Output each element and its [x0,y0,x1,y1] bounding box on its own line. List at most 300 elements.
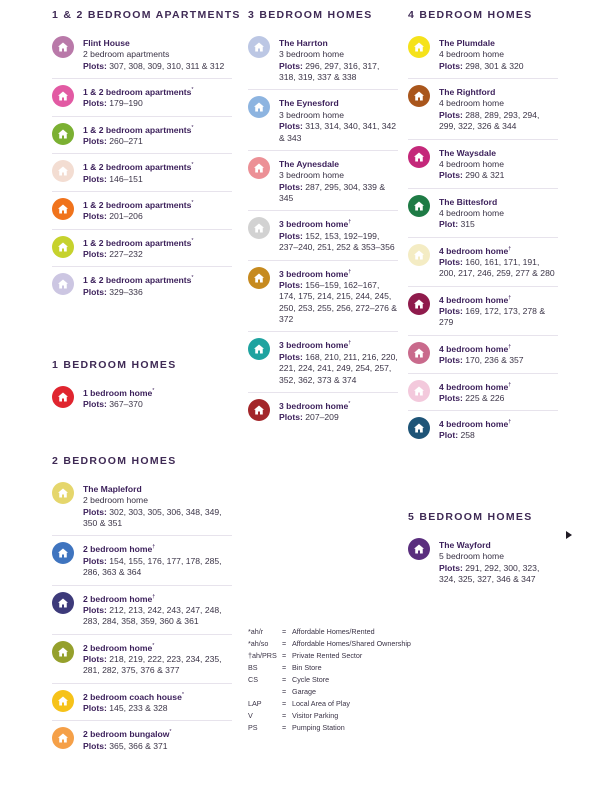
entry-name [83,641,232,654]
plots-label: Plots: [83,604,107,615]
section-1-2-bedroom-apartments [52,8,241,304]
entry-tenure-mark: † [508,294,512,301]
entry-name [439,36,524,49]
plots-value: 315 [460,219,475,230]
list-item [248,36,398,90]
legend-eq: = [282,639,287,648]
section-4-bedroom-homes [408,8,558,448]
entry-name [279,399,350,412]
house-icon [52,198,74,220]
list-item [52,721,232,758]
entry-name [83,236,194,249]
entry-description: 3 bedroom home [279,170,344,181]
entry-name [279,96,398,109]
house-icon [408,146,430,168]
entry-tenure-mark: † [508,381,512,388]
plots-value: 296, 297, 316, 317, 318, 319, 337 & 338 [279,60,380,83]
entry-tenure-mark: * [191,275,194,282]
plots-label: Plots: [279,412,303,423]
entry-name-text: The Eynesford [279,98,339,109]
entry-list [52,36,232,304]
plots-value: 154, 155, 176, 177, 178, 285, 286, 363 & 364 [83,555,222,578]
entry-name [439,538,558,551]
list-item [52,386,232,417]
entry-plots [83,556,232,579]
entry-name-text: 1 & 2 bedroom apartments [83,162,192,173]
list-item [52,192,232,230]
list-item [408,374,558,412]
legend [248,626,448,734]
plots-value: 291, 292, 300, 323, 324, 325, 327, 346 & 347 [439,562,540,585]
plots-label: Plots: [83,173,107,184]
entry-name-text: 4 bedroom home [439,381,509,392]
entry-name-text: 4 bedroom home [439,343,509,354]
entry-text [439,342,524,367]
entry-text [83,690,184,715]
plots-value: 212, 213, 242, 243, 247, 248, 283, 284, 358, 359, 360 & 361 [83,604,222,627]
legend-row [248,662,448,674]
plots-value: 290 & 321 [465,170,505,181]
entry-description: 5 bedroom home [439,551,504,562]
entry-text [439,146,504,182]
entry-plots [439,430,511,441]
plots-label: Plots: [279,230,303,241]
house-icon [52,592,74,614]
section-3-bedroom-homes [248,8,398,430]
section-heading: 2 BEDROOM HOMES [52,455,177,467]
entry-tenure-mark: † [348,340,352,347]
house-icon [52,36,74,58]
list-item [52,684,232,722]
house-icon [408,417,430,439]
list-item [408,287,558,336]
legend-row [248,638,448,650]
list-item [248,90,398,150]
entry-name [439,195,504,208]
entry-plots [83,249,194,260]
plots-label: Plots: [279,121,303,132]
house-icon [408,380,430,402]
plots-value: 179–190 [109,98,143,109]
entry-name-text: 1 & 2 bedroom apartments [83,124,192,135]
entry-name-text: 1 & 2 bedroom apartments [83,275,192,286]
entry-tenure-mark: * [191,124,194,131]
list-item [52,230,232,268]
entry-tenure-mark: * [191,162,194,169]
legend-value: Pumping Station [292,723,345,732]
entry-name [83,690,184,703]
plots-label: Plots: [279,60,303,71]
plots-label: Plots: [439,170,463,181]
entry-description: 4 bedroom home [439,158,504,169]
entry-text [439,293,558,329]
entry-description: 3 bedroom home [279,109,344,120]
house-icon [408,293,430,315]
entry-text [279,217,398,253]
plots-label: Plots: [83,286,107,297]
entry-text [279,267,398,326]
plots-value: 298, 301 & 320 [465,60,524,71]
legend-eq: = [282,711,287,720]
entry-name-text: 3 bedroom home [279,219,349,230]
entry-plots [439,61,524,72]
plots-label: Plots: [439,109,463,120]
legend-key: *ah/r [248,627,264,636]
entry-tenure-mark: * [191,200,194,207]
entry-text [83,386,154,411]
entry-tenure-mark: * [181,691,184,698]
plots-label: Plot: [439,219,459,230]
house-icon [408,36,430,58]
entry-tenure-mark: * [169,729,172,736]
entry-text [83,36,224,72]
entry-name [83,386,154,399]
entry-description: 4 bedroom home [439,49,504,60]
plots-value: 258 [460,430,475,441]
entry-name-text: 2 bedroom home [83,642,153,653]
entry-plots [439,257,558,280]
entry-text [83,236,194,261]
house-icon [52,542,74,564]
entry-tenure-mark: † [508,245,512,252]
entry-text [83,641,232,677]
entry-text [439,417,511,442]
plots-value: 329–336 [109,286,143,297]
entry-name [83,273,194,286]
entry-text [83,727,172,752]
entry-plots [83,741,172,752]
legend-key: BS [248,663,258,672]
entry-tenure-mark: * [152,642,155,649]
legend-key: CS [248,675,258,684]
entry-plots [439,219,504,230]
entry-plots [83,399,154,410]
section-heading: 1 BEDROOM HOMES [52,359,177,371]
entry-plots [279,280,398,326]
plots-value: 288, 289, 293, 294, 299, 322, 326 & 344 [439,109,540,132]
entry-plots [279,182,398,205]
entry-plots [439,306,558,329]
list-item [52,267,232,304]
entry-tenure-mark: * [152,388,155,394]
house-icon [248,267,270,289]
legend-value: Local Area of Play [292,699,350,708]
legend-row [248,674,448,686]
house-icon [248,217,270,239]
legend-row [248,650,448,662]
legend-value: Visitor Parking [292,711,339,720]
entry-name-text: 2 bedroom home [83,544,153,555]
entry-text [279,338,398,385]
entry-name [279,338,398,351]
legend-value: Affordable Homes/Shared Ownership [292,639,411,648]
section-heading: 5 BEDROOM HOMES [408,511,533,523]
list-item [52,117,232,155]
plots-value: 260–271 [109,136,143,147]
entry-name [83,160,194,173]
arrow-right-icon[interactable] [566,531,572,539]
house-icon [52,727,74,749]
house-icon [248,36,270,58]
entry-name-text: The Waysdale [439,147,496,158]
entry-tenure-mark: † [152,593,156,600]
entry-name [83,592,232,605]
entry-tenure-mark: † [348,268,352,275]
entry-description: 2 bedroom apartments [83,49,170,60]
entry-plots [279,61,398,84]
plots-value: 145, 233 & 328 [109,702,168,713]
list-item [52,482,232,536]
plots-value: 218, 219, 222, 223, 234, 235, 281, 282, 375, 376 & 377 [83,653,222,676]
section-heading: 3 BEDROOM HOMES [248,9,373,21]
house-icon [408,85,430,107]
plots-label: Plots: [279,279,303,290]
entry-plots [83,98,194,109]
plots-value: 307, 308, 309, 310, 311 & 312 [109,60,225,71]
entry-plots [439,563,558,586]
entry-name-text: 3 bedroom home [279,268,349,279]
plots-value: 313, 314, 340, 341, 342 & 343 [279,121,397,143]
entry-description: 4 bedroom home [439,98,504,109]
house-icon [248,338,270,360]
list-item [248,393,398,430]
list-item [248,151,398,211]
house-icon [52,236,74,258]
entry-name-text: 2 bedroom home [83,593,153,604]
entry-text [439,244,558,280]
entry-plots [83,605,232,628]
entry-text [83,85,194,110]
legend-row [248,698,448,710]
entry-name [279,217,398,230]
legend-row [248,626,448,638]
plots-label: Plots: [83,740,107,751]
list-item [52,154,232,192]
plots-value: 365, 366 & 371 [109,740,168,751]
list-item [408,79,558,139]
legend-key: V [248,711,253,720]
list-item [52,536,232,585]
plots-label: Plots: [83,136,107,147]
entry-name [83,36,224,49]
plots-label: Plots: [83,506,107,517]
entry-name [83,727,172,740]
entry-list [408,36,558,448]
plots-label: Plots: [439,392,463,403]
legend-key: †ah/PRS [248,651,277,660]
legend-eq: = [282,675,287,684]
legend-value: Private Rented Sector [292,651,363,660]
entry-name [439,293,558,306]
plots-label: Plots: [83,653,107,664]
section-heading: 1 & 2 BEDROOM APARTMENTS [52,9,241,21]
entry-name-text: The Plumdale [439,37,495,48]
list-item [52,635,232,684]
list-item [52,586,232,635]
entry-name-text: The Aynesdale [279,158,340,169]
house-icon [52,160,74,182]
entry-text [439,538,558,585]
entry-name-text: 1 & 2 bedroom apartments [83,199,192,210]
house-icon [52,386,74,408]
list-item [408,238,558,287]
entry-plots [279,121,398,144]
legend-value: Cycle Store [292,675,330,684]
house-icon [52,482,74,504]
entry-name-text: 3 bedroom home [279,340,349,351]
entry-plots [83,507,232,530]
entry-plots [83,174,194,185]
legend-eq: = [282,651,287,660]
list-item [408,411,558,448]
entry-name-text: 1 & 2 bedroom apartments [83,86,192,97]
house-icon [408,342,430,364]
entry-list [408,538,558,591]
entry-name-text: 1 & 2 bedroom apartments [83,237,192,248]
entry-plots [279,412,350,423]
entry-text [279,399,350,424]
house-icon [248,399,270,421]
entry-name-text: 2 bedroom coach house [83,691,182,702]
entry-text [279,36,398,83]
list-item [408,36,558,79]
plots-value: 302, 303, 305, 306, 348, 349, 350 & 351 [83,506,222,529]
entry-text [439,380,511,405]
plots-value: 201–206 [109,211,143,222]
entry-tenure-mark: † [152,544,156,551]
entry-tenure-mark: † [508,343,512,350]
entry-text [279,96,398,143]
entry-name [279,36,398,49]
entry-text [83,123,194,148]
entry-text [83,273,194,298]
legend-key: LAP [248,699,262,708]
plots-label: Plots: [279,351,303,362]
entry-text [83,198,194,223]
legend-value: Garage [292,687,316,696]
list-item [408,140,558,189]
house-icon [408,538,430,560]
entry-name [439,85,558,98]
entry-plots [439,170,504,181]
entry-text [83,542,232,578]
entry-tenure-mark: † [508,419,512,426]
entry-name [439,342,524,355]
entry-name [279,157,398,170]
entry-tenure-mark: * [348,400,351,407]
plots-value: 168, 210, 211, 216, 220, 221, 224, 241, 249, 254, 257, 352, 362, 373 & 374 [279,351,398,385]
entry-description: 3 bedroom home [279,49,344,60]
entry-name-text: 3 bedroom home [279,400,349,411]
entry-plots [439,393,511,404]
legend-key [248,686,282,698]
house-icon [408,244,430,266]
house-icon [52,85,74,107]
entry-name [83,542,232,555]
entry-text [279,157,398,204]
entry-plots [83,211,194,222]
plots-label: Plots: [439,562,463,573]
entry-name-text: The Mapleford [83,483,142,494]
house-icon [52,690,74,712]
plots-label: Plots: [439,256,463,267]
entry-text [439,36,524,72]
plots-label: Plots: [439,306,463,317]
entry-name-text: 1 bedroom home [83,387,153,398]
legend-key: *ah/so [248,639,269,648]
plots-value: 287, 295, 304, 339 & 345 [279,181,386,204]
section-heading: 4 BEDROOM HOMES [408,9,533,21]
entry-plots [83,136,194,147]
legend-value: Bin Store [292,663,322,672]
entry-plots [279,352,398,386]
plots-label: Plots: [83,702,107,713]
entry-name-text: The Rightford [439,86,496,97]
legend-value: Affordable Homes/Rented [292,627,375,636]
entry-name-text: The Wayford [439,539,491,550]
legend-eq: = [282,699,287,708]
plots-value: 152, 153, 192–199, 237–240, 251, 252 & 353–356 [279,230,395,253]
list-item [408,336,558,374]
list-item [248,211,398,260]
entry-name [439,146,504,159]
entry-plots [279,231,398,254]
plots-label: Plots: [83,211,107,222]
entry-name-text: Flint House [83,37,130,48]
entry-tenure-mark: * [191,87,194,94]
plots-label: Plot: [439,430,459,441]
list-item [408,538,558,591]
plots-value: 170, 236 & 357 [465,355,524,366]
house-icon [248,96,270,118]
entry-tenure-mark: * [191,237,194,244]
legend-eq: = [282,723,287,732]
legend-row [248,722,448,734]
entry-text [83,592,232,628]
plots-value: 156–159, 162–167, 174, 175, 214, 215, 244, 245, 250, 253, 255, 256, 272–276 & 372 [279,279,398,325]
plots-value: 227–232 [109,249,143,260]
entry-name [83,85,194,98]
legend-eq: = [282,687,287,696]
legend-eq: = [282,627,287,636]
house-icon [248,157,270,179]
plots-label: Plots: [439,355,463,366]
section-1-bedroom-homes [52,358,232,417]
plots-label: Plots: [83,98,107,109]
entry-list [52,386,232,417]
entry-name-text: 4 bedroom home [439,245,509,256]
list-item [248,332,398,392]
plots-value: 146–151 [109,173,143,184]
entry-plots [439,110,558,133]
entry-description: 4 bedroom home [439,207,504,218]
plots-value: 207–209 [305,412,339,423]
plots-label: Plots: [83,399,107,410]
legend-key: PS [248,723,258,732]
legend-eq: = [282,663,287,672]
entry-name [83,482,232,495]
list-item [52,79,232,117]
entry-list [52,482,232,758]
entry-name [439,380,511,393]
plots-label: Plots: [83,60,107,71]
plots-label: Plots: [439,60,463,71]
list-item [248,261,398,333]
house-icon [52,641,74,663]
plots-value: 169, 172, 173, 278 & 279 [439,306,546,328]
section-2-bedroom-homes [52,454,232,758]
entry-plots [83,287,194,298]
